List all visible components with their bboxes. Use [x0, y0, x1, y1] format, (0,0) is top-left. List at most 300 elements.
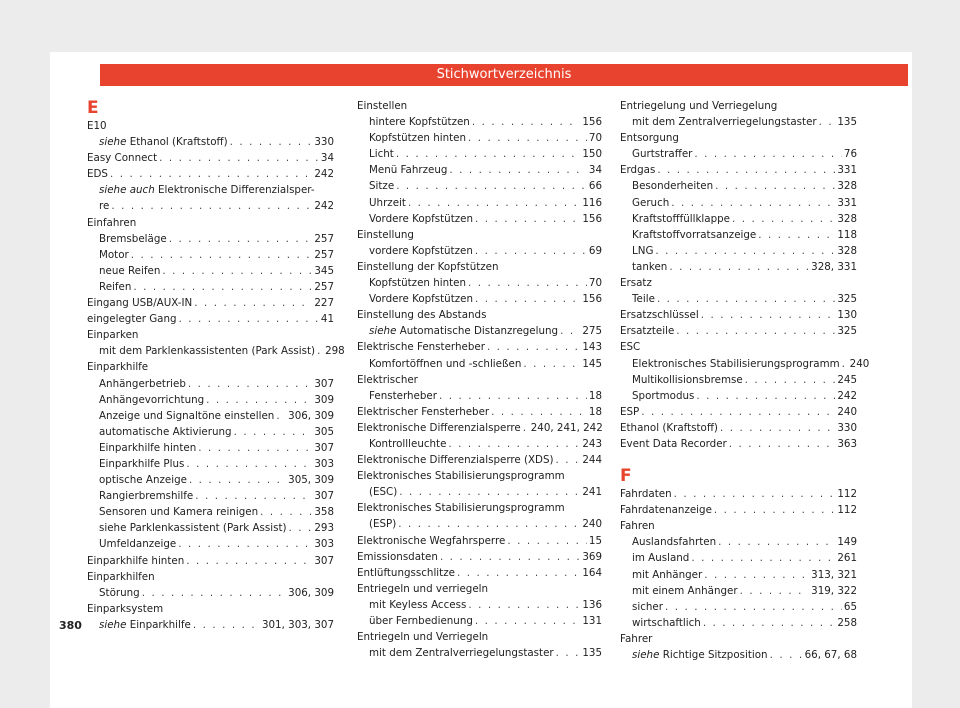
entry-label: [632, 534, 716, 550]
entry-page-ref: 307: [314, 490, 334, 503]
page-title: Stichwortverzeichnis: [436, 67, 572, 82]
entry-label: [357, 404, 489, 420]
entry-page-ref: 242: [314, 200, 334, 213]
entry-page-ref: 156: [582, 116, 602, 129]
leader-dots: [408, 195, 580, 211]
entry-page-ref: 243: [582, 437, 602, 450]
index-entry: [620, 307, 857, 323]
index-subentry: [357, 323, 602, 339]
entry-label: [369, 597, 466, 613]
leader-dots: [186, 553, 312, 569]
entry-label: [87, 118, 107, 134]
index-entry: [87, 150, 334, 166]
index-entry: [357, 98, 602, 114]
leader-dots: [162, 263, 312, 279]
entry-label: [620, 307, 699, 323]
entry-text: Elektrischer: [357, 373, 418, 386]
index-entry: [357, 404, 602, 420]
entry-page-ref: 164: [582, 566, 602, 579]
entry-text: Entriegelung und Verriegelung: [620, 100, 778, 112]
entry-text: Vordere Kopfstützen: [369, 293, 474, 306]
entry-page-ref: 298: [325, 345, 345, 358]
leader-dots: [715, 178, 835, 194]
entry-page-ref: 34: [588, 164, 602, 177]
leader-dots: [206, 392, 312, 408]
index-entry: [357, 452, 602, 468]
entry-text: wirtschaftlich: [632, 616, 701, 629]
entry-page-ref: 66, 67, 68: [804, 649, 857, 661]
entry-text: Kopfstützen hinten: [369, 277, 467, 290]
entry-label: [620, 275, 652, 291]
leader-dots: [701, 307, 836, 323]
entry-label: [369, 436, 446, 452]
leader-dots: [193, 617, 260, 633]
index-entry: [620, 130, 857, 146]
entry-page-ref: 258: [837, 616, 857, 629]
index-subentry: [357, 146, 602, 162]
leader-dots: [186, 456, 312, 472]
entry-text: optische Anzeige: [99, 474, 187, 487]
index-entry: [87, 359, 334, 375]
entry-text: (ESP): [369, 518, 397, 531]
entry-text: EDS: [87, 168, 108, 181]
entry-see-reference: siehe auch: [99, 184, 155, 197]
leader-dots: [131, 247, 313, 263]
leader-dots: [732, 211, 835, 227]
entry-page-ref: 319, 322: [811, 584, 857, 597]
entry-label: [369, 178, 394, 194]
index-subentry: [87, 536, 334, 552]
entry-label: [357, 307, 486, 323]
index-subentry: [357, 597, 602, 613]
entry-text: Fensterheber: [369, 389, 437, 402]
leader-dots: [133, 279, 312, 295]
entry-text: Einparkhilfe hinten: [87, 554, 185, 567]
entry-label: [99, 182, 315, 198]
index-entry: [357, 581, 602, 597]
entry-label: [357, 549, 438, 565]
entry-label: [357, 565, 455, 581]
entry-label: [632, 583, 738, 599]
entry-text: Ersatzteile: [620, 325, 675, 338]
leader-dots: [655, 243, 835, 259]
leader-dots: [819, 114, 836, 130]
index-entry: [87, 311, 334, 327]
index-subentry: [357, 275, 602, 291]
index-subentry: [87, 408, 334, 424]
index-page: [50, 52, 912, 708]
entry-label: [99, 488, 193, 504]
index-entry: [620, 436, 857, 452]
leader-dots: [507, 533, 587, 549]
leader-dots: [487, 339, 580, 355]
entry-label: [369, 130, 466, 146]
entry-text: Menü Fahrzeug: [369, 164, 448, 177]
index-subentry: [620, 615, 857, 631]
entry-label: [369, 323, 558, 339]
leader-dots: [475, 243, 587, 259]
entry-text: Kopfstützen hinten: [369, 132, 467, 145]
leader-dots: [696, 388, 835, 404]
index-entry: [620, 486, 857, 502]
entry-text: Automatische Distanzregelung: [396, 325, 559, 338]
entry-label: [632, 291, 655, 307]
entry-label: [87, 327, 138, 343]
leader-dots: [703, 615, 836, 631]
entry-text: Elektronisches Stabilisierungsprogramm: [357, 470, 565, 483]
index-subentry: [357, 243, 602, 259]
leader-dots: [194, 295, 312, 311]
entry-page-ref: 15: [588, 534, 602, 547]
entry-label: [620, 436, 727, 452]
entry-label: [620, 98, 777, 114]
entry-page-ref: 331: [837, 164, 857, 177]
index-entry: [357, 227, 602, 243]
index-subentry: [620, 534, 857, 550]
index-entry: [87, 601, 334, 617]
entry-page-ref: 241: [582, 486, 602, 499]
index-subentry: [357, 613, 602, 629]
entry-text: ESC: [620, 341, 641, 354]
index-subentry: [620, 146, 857, 162]
entry-label: [99, 279, 131, 295]
entry-label: [369, 195, 406, 211]
index-entry: [620, 518, 857, 534]
index-subentry: [620, 243, 857, 259]
entry-text: Auslandsfahrten: [632, 536, 717, 549]
leader-dots: [169, 231, 313, 247]
entry-label: [99, 440, 196, 456]
page-number: 380: [59, 619, 82, 632]
entry-label: [632, 356, 840, 372]
entry-label: [87, 553, 184, 569]
index-entry: [87, 295, 334, 311]
index-entry: [87, 553, 334, 569]
leader-dots: [396, 178, 587, 194]
entry-text: siehe Parklenkassistent (Park Assist): [99, 522, 287, 535]
entry-label: [357, 468, 565, 484]
entry-page-ref: 331: [837, 196, 857, 209]
entry-text: Entlüftungsschlitze: [357, 566, 455, 579]
leader-dots: [475, 291, 580, 307]
entry-label: [369, 243, 473, 259]
entry-text: Licht: [369, 148, 394, 161]
entry-label: [620, 404, 639, 420]
entry-text: Störung: [99, 586, 140, 599]
entry-page-ref: 305: [314, 425, 334, 438]
index-subentry: [620, 178, 857, 194]
leader-dots: [398, 516, 580, 532]
entry-label: [620, 339, 640, 355]
entry-label: [99, 504, 258, 520]
entry-label: [369, 162, 447, 178]
index-entry: [357, 549, 602, 565]
entry-text: Kraftstofffüllklappe: [632, 212, 730, 225]
entry-page-ref: 325: [837, 293, 857, 306]
index-subentry: [357, 516, 602, 532]
entry-page-ref: 306, 309: [288, 586, 334, 599]
index-subentry: [87, 424, 334, 440]
entry-page-ref: 18: [588, 389, 602, 402]
entry-label: [369, 516, 396, 532]
entry-text: im Ausland: [632, 552, 690, 565]
entry-label: [99, 376, 186, 392]
entry-text: Anhängerbetrieb: [99, 377, 186, 390]
entry-label: [99, 247, 129, 263]
entry-text: Vordere Kopfstützen: [369, 212, 474, 225]
leader-dots: [198, 440, 312, 456]
entry-page-ref: 116: [582, 196, 602, 209]
entry-page-ref: 240: [582, 518, 602, 531]
index-entry: [620, 323, 857, 339]
index-subentry: [87, 198, 334, 214]
entry-page-ref: 257: [314, 280, 334, 293]
leader-dots: [491, 404, 587, 420]
entry-page-ref: 156: [582, 293, 602, 306]
entry-page-ref: 309: [314, 393, 334, 406]
leader-dots: [729, 436, 836, 452]
leader-dots: [449, 162, 586, 178]
entry-label: [357, 581, 488, 597]
entry-text: Elektronische Wegfahrsperre: [357, 534, 506, 547]
entry-page-ref: 307: [314, 554, 334, 567]
entry-label: [87, 166, 108, 182]
entry-text: Fahrdaten: [620, 488, 672, 501]
index-subentry: [87, 456, 334, 472]
entry-page-ref: 275: [582, 325, 602, 338]
entry-label: [632, 599, 663, 615]
index-entry: [357, 629, 602, 645]
index-subentry: [87, 263, 334, 279]
leader-dots: [111, 198, 312, 214]
entry-page-ref: 305, 309: [288, 474, 334, 487]
entry-text: Easy Connect: [87, 152, 158, 165]
entry-page-ref: 227: [314, 297, 334, 310]
entry-page-ref: 112: [837, 488, 857, 501]
entry-label: [99, 424, 232, 440]
entry-label: [369, 291, 473, 307]
entry-text: Bremsbeläge: [99, 232, 167, 245]
entry-page-ref: 118: [837, 228, 857, 241]
leader-dots: [195, 488, 312, 504]
index-subentry: [87, 376, 334, 392]
entry-label: [620, 502, 712, 518]
entry-label: [357, 500, 565, 516]
entry-label: [632, 227, 756, 243]
entry-label: [87, 359, 148, 375]
entry-text: ESP: [620, 405, 640, 418]
entry-see-reference: siehe: [369, 325, 397, 338]
entry-page-ref: 328, 331: [811, 260, 857, 273]
entry-text: Gurtstraffer: [632, 148, 693, 161]
entry-label: [87, 150, 157, 166]
entry-page-ref: 301, 303, 307: [261, 618, 334, 631]
entry-page-ref: 303: [314, 538, 334, 551]
index-subentry: [620, 356, 870, 372]
leader-dots: [676, 323, 835, 339]
entry-text: Besonderheiten: [632, 180, 714, 193]
entry-text: Einparken: [87, 329, 139, 342]
index-entry: [357, 339, 602, 355]
entry-page-ref: 135: [582, 647, 602, 660]
entry-text: Elektronische Differenzialsperre: [357, 421, 521, 434]
index-entry: [357, 259, 602, 275]
leader-dots: [179, 311, 319, 327]
index-subentry: [87, 392, 334, 408]
entry-text: Kontrollleuchte: [369, 437, 447, 450]
entry-text: mit dem Zentralverriegelungstaster: [632, 116, 817, 129]
leader-dots: [439, 388, 587, 404]
entry-text: Ethanol (Kraftstoff): [126, 136, 228, 149]
entry-text: Event Data Recorder: [620, 437, 727, 450]
index-column-3: [620, 98, 870, 663]
entry-label: [632, 114, 817, 130]
leader-dots: [142, 585, 286, 601]
entry-page-ref: 345: [314, 264, 334, 277]
entry-label: [99, 585, 140, 601]
entry-page-ref: 65: [843, 600, 857, 613]
entry-text: Elektronische Differenzialsperre (XDS): [357, 454, 554, 467]
leader-dots: [468, 130, 587, 146]
index-subentry: [357, 484, 602, 500]
index-subentry: [620, 227, 857, 243]
leader-dots: [260, 504, 312, 520]
entry-label: [620, 130, 679, 146]
index-subentry: [87, 617, 334, 633]
entry-text: Elektronische Differenzialsper-: [154, 184, 315, 197]
entry-label: [87, 601, 163, 617]
entry-text: neue Reifen: [99, 264, 161, 277]
entry-label: [99, 617, 191, 633]
entry-text: mit dem Zentralverriegelungstaster: [369, 647, 554, 660]
entry-text: Ersatz: [620, 277, 652, 290]
index-subentry: [87, 488, 334, 504]
entry-text: Anzeige und Signaltöne einstellen: [99, 409, 275, 422]
entry-label: [620, 486, 672, 502]
entry-label: [632, 388, 694, 404]
index-subentry: [357, 436, 602, 452]
leader-dots: [468, 597, 580, 613]
entry-label: [87, 569, 155, 585]
entry-label: [99, 392, 204, 408]
entry-page-ref: 330: [314, 136, 334, 149]
leader-dots: [472, 114, 581, 130]
entry-text: Fahrdatenanzeige: [620, 504, 712, 517]
entry-text: mit dem Parklenkassistenten (Park Assist): [99, 345, 316, 358]
entry-text: E10: [87, 120, 107, 132]
leader-dots: [396, 146, 581, 162]
index-subentry: [357, 195, 602, 211]
leader-dots: [457, 565, 580, 581]
entry-text: Elektronisches Stabilisierungsprogramm: [632, 357, 840, 370]
entry-text: Einparkhilfen: [87, 570, 155, 583]
entry-page-ref: 240: [837, 405, 857, 418]
index-subentry: [357, 388, 602, 404]
entry-label: [87, 215, 136, 231]
entry-text: Einstellen: [357, 100, 408, 112]
index-subentry: [87, 472, 334, 488]
entry-text: (ESC): [369, 486, 398, 499]
index-subentry: [87, 440, 334, 456]
entry-text: Reifen: [99, 280, 132, 293]
index-subentry: [620, 291, 857, 307]
leader-dots: [758, 227, 835, 243]
index-subentry: [87, 231, 334, 247]
entry-label: [620, 323, 674, 339]
index-subentry: [620, 388, 857, 404]
entry-page-ref: 242: [314, 168, 334, 181]
leader-dots: [523, 420, 529, 436]
index-entry: [357, 468, 602, 484]
entry-label: [357, 420, 521, 436]
entry-text: Sensoren und Kamera reinigen: [99, 506, 259, 519]
entry-text: mit Keyless Access: [369, 598, 467, 611]
entry-text: Ersatzschlüssel: [620, 309, 699, 322]
leader-dots: [745, 372, 836, 388]
leader-dots: [671, 195, 835, 211]
index-entry: [87, 327, 334, 343]
entry-page-ref: 112: [837, 504, 857, 517]
leader-dots: [234, 424, 313, 440]
entry-page-ref: 358: [314, 506, 334, 519]
entry-label: [357, 533, 505, 549]
section-gap: [620, 452, 857, 466]
index-subentry: [87, 504, 334, 520]
leader-dots: [556, 645, 581, 661]
entry-page-ref: 135: [837, 116, 857, 129]
entry-label: [369, 114, 470, 130]
entry-label: [369, 211, 473, 227]
index-entry: [87, 569, 334, 585]
leader-dots: [276, 408, 286, 424]
entry-page-ref: 244: [582, 454, 602, 467]
leader-dots: [523, 356, 580, 372]
entry-label: [357, 98, 407, 114]
entry-label: [357, 259, 499, 275]
leader-dots: [556, 452, 581, 468]
entry-text: vordere Kopfstützen: [369, 244, 473, 257]
index-entry: [620, 339, 857, 355]
entry-label: [620, 518, 655, 534]
section-letter: E: [87, 98, 99, 118]
entry-label: [369, 484, 397, 500]
index-subentry: [357, 178, 602, 194]
index-subentry: [87, 279, 334, 295]
entry-text: Entsorgung: [620, 132, 679, 145]
entry-page-ref: 328: [837, 212, 857, 225]
entry-label: [369, 388, 437, 404]
index-subentry: [357, 130, 602, 146]
entry-label: [99, 134, 228, 150]
entry-label: [632, 178, 713, 194]
entry-label: [620, 631, 652, 647]
index-column-1: [87, 98, 345, 633]
entry-page-ref: 369: [582, 550, 602, 563]
index-column-2: [357, 98, 602, 661]
index-entry: [357, 307, 602, 323]
entry-page-ref: 257: [314, 248, 334, 261]
entry-label: [99, 456, 184, 472]
entry-label: [99, 198, 109, 214]
entry-page-ref: 145: [582, 357, 602, 370]
entry-text: Elektrischer Fensterheber: [357, 405, 490, 418]
entry-label: [369, 275, 466, 291]
leader-dots: [317, 343, 323, 359]
entry-page-ref: 34: [320, 152, 334, 165]
entry-label: [632, 211, 730, 227]
index-subentry: [357, 645, 602, 661]
entry-text: sicher: [632, 600, 663, 613]
